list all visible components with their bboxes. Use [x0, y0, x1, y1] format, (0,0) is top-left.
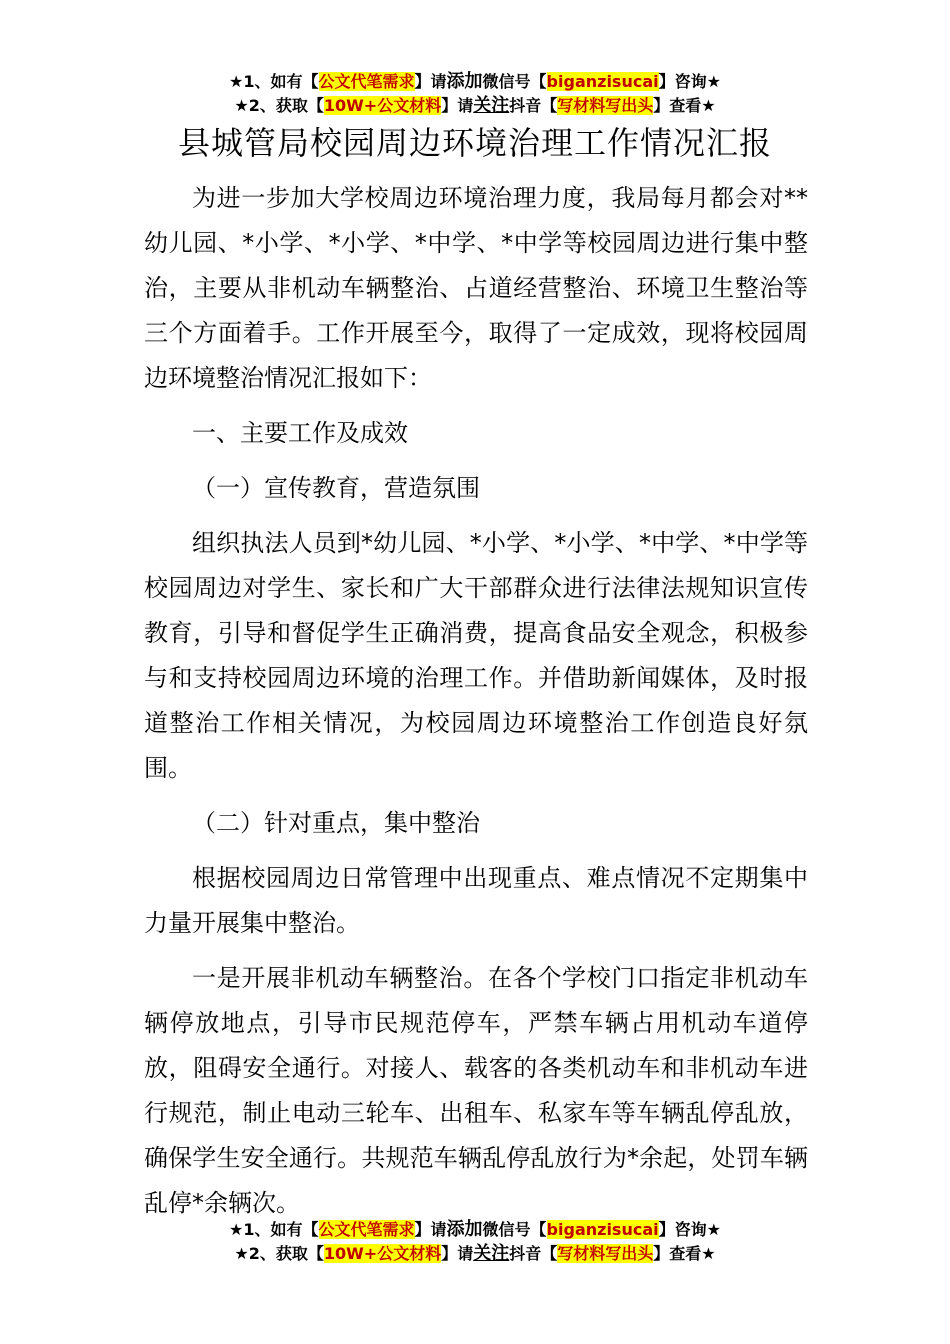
- banner-text: 抖音【: [509, 96, 558, 115]
- banner-text: 】查看★: [653, 96, 716, 115]
- banner-line-1: [0, 70, 950, 94]
- banner-highlight: 10W+公文材料: [323, 1244, 442, 1263]
- paragraph-rectification: 根据校园周边日常管理中出现重点、难点情况不定期集中力量开展集中整治。: [144, 864, 808, 937]
- banner-emphasis: 添加: [446, 71, 483, 92]
- banner-text: 】请: [414, 1220, 447, 1239]
- banner-text: ★1、如有【: [229, 72, 319, 91]
- banner-highlight: 10W+公文材料: [323, 96, 442, 115]
- banner-text: 微信号【: [482, 1220, 547, 1239]
- subsection-heading-1: （一）宣传教育，营造氛围: [192, 474, 480, 502]
- banner-emphasis: 关注: [473, 1243, 510, 1264]
- banner-emphasis: 添加: [446, 1219, 483, 1240]
- banner-highlight: 公文代笔需求: [318, 1220, 415, 1239]
- banner-text: ★2、获取【: [234, 96, 324, 115]
- banner-line-1: [0, 1218, 950, 1242]
- banner-highlight: biganzisucai: [546, 1220, 659, 1239]
- document-body: [144, 176, 808, 1226]
- banner-text: 】咨询★: [658, 72, 721, 91]
- banner-line-2: [0, 1242, 950, 1266]
- paragraph-publicity: 组织执法人员到*幼儿园、*小学、*小学、*中学、*中学等校园周边对学生、家长和广大干部群众进行法律法规知识宣传教育，引导和督促学生正确消费，提高食品安全观念，积极参与和支持校园周边环境的治理工作。并借助新闻媒体，及时报道整治工作相关情况，为校园周边环境整治工作创造良好氛围。: [144, 529, 808, 782]
- paragraph-intro: 为进一步加大学校周边环境治理力度，我局每月都会对**幼儿园、*小学、*小学、*中学、*中学等校园周边进行集中整治，主要从非机动车辆整治、占道经营整治、环境卫生整治等三个方面着手。工作开展至今，取得了一定成效，现将校园周边环境整治情况汇报如下：: [144, 184, 808, 392]
- banner-highlight: 写材料写出头: [557, 1244, 654, 1263]
- bottom-banner: [0, 1218, 950, 1266]
- paragraph-vehicles: 一是开展非机动车辆整治。在各个学校门口指定非机动车辆停放地点，引导市民规范停车，严禁车辆占用机动车道停放，阻碍安全通行。对接人、载客的各类机动车和非机动车进行规范，制止电动三轮车、出租车、私家车等车辆乱停乱放，确保学生安全通行。共规范车辆乱停乱放行为*余起，处罚车辆乱停*余辆次。: [144, 964, 808, 1217]
- top-banner: [0, 70, 950, 118]
- section-heading-1: 一、主要工作及成效: [192, 419, 408, 447]
- banner-emphasis: 关注: [473, 95, 510, 116]
- subsection-heading-2: （二）针对重点，集中整治: [192, 809, 480, 837]
- banner-text: 】查看★: [653, 1244, 716, 1263]
- banner-text: 】请: [441, 1244, 474, 1263]
- banner-highlight: 写材料写出头: [557, 96, 654, 115]
- banner-text: 】咨询★: [658, 1220, 721, 1239]
- banner-text: 微信号【: [482, 72, 547, 91]
- banner-text: 】请: [414, 72, 447, 91]
- banner-text: 】请: [441, 96, 474, 115]
- banner-text: 抖音【: [509, 1244, 558, 1263]
- banner-line-2: [0, 94, 950, 118]
- banner-highlight: 公文代笔需求: [318, 72, 415, 91]
- banner-highlight: biganzisucai: [546, 72, 659, 91]
- banner-text: ★1、如有【: [229, 1220, 319, 1239]
- document-title: 县城管局校园周边环境治理工作情况汇报: [177, 124, 772, 162]
- banner-text: ★2、获取【: [234, 1244, 324, 1263]
